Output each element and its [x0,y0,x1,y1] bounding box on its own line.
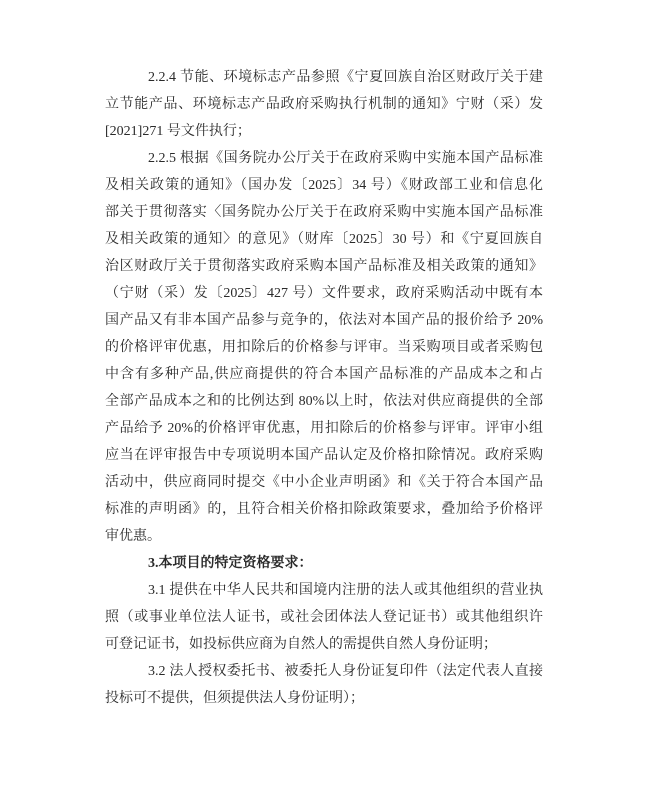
text-line: 及相关政策的通知》（国办发〔2025〕34 号）《财政部工业和信息化 [105,178,543,193]
text-line: 全部产品成本之和的比例达到 80%以上时，依法对供应商提供的全部 [105,394,543,409]
text-line: 的价格评审优惠，用扣除后的价格参与评审。当采购项目或者采购包 [105,340,543,355]
text-line-clause-3-2: 3.2 法人授权委托书、被委托人身份证复印件（法定代表人直接 [148,664,543,679]
text-line: 治区财政厅关于贯彻落实政府采购本国产品标准及相关政策的通知》 [105,259,543,274]
text-line: 立节能产品、环境标志产品政府采购执行机制的通知》宁财（采）发 [105,97,543,112]
text-line-clause-3-1: 3.1 提供在中华人民共和国境内注册的法人或其他组织的营业执 [148,583,543,598]
text-line-clause-2-2-5: 2.2.5 根据《国务院办公厅关于在政府采购中实施本国产品标准 [148,151,543,166]
text-line: 照（或事业单位法人证书，或社会团体法人登记证书）或其他组织许 [105,610,543,625]
text-line: [2021]271 号文件执行； [105,124,251,139]
text-line: 标准的声明函》的，且符合相关价格扣除政策要求，叠加给予价格评 [105,502,543,517]
text-line: 中含有多种产品,供应商提供的符合本国产品标准的产品成本之和占 [105,367,543,382]
text-line: 部关于贯彻落实〈国务院办公厅关于在政府采购中实施本国产品标准 [105,205,543,220]
text-line-clause-2-2-4: 2.2.4 节能、环境标志产品参照《宁夏回族自治区财政厅关于建 [148,70,543,85]
text-line: 国产品又有非本国产品参与竞争的，依法对本国产品的报价给予 20% [105,313,543,328]
text-line: 及相关政策的通知〉的意见》（财库〔2025〕30 号）和《宁夏回族自 [105,232,543,247]
section-heading-3: 3.本项目的特定资格要求： [148,556,313,571]
text-line: 审优惠。 [105,529,161,544]
text-line: 可登记证书，如投标供应商为自然人的需提供自然人身份证明； [105,637,497,652]
text-line: 应当在评审报告中专项说明本国产品认定及价格扣除情况。政府采购 [105,448,543,463]
text-line: （宁财（采）发〔2025〕427 号）文件要求，政府采购活动中既有本 [105,286,543,301]
text-line: 产品给予 20%的价格评审优惠，用扣除后的价格参与评审。评审小组 [105,421,543,436]
text-line: 活动中，供应商同时提交《中小企业声明函》和《关于符合本国产品 [105,475,543,490]
text-line: 投标可不提供，但须提供法人身份证明）； [105,691,364,706]
